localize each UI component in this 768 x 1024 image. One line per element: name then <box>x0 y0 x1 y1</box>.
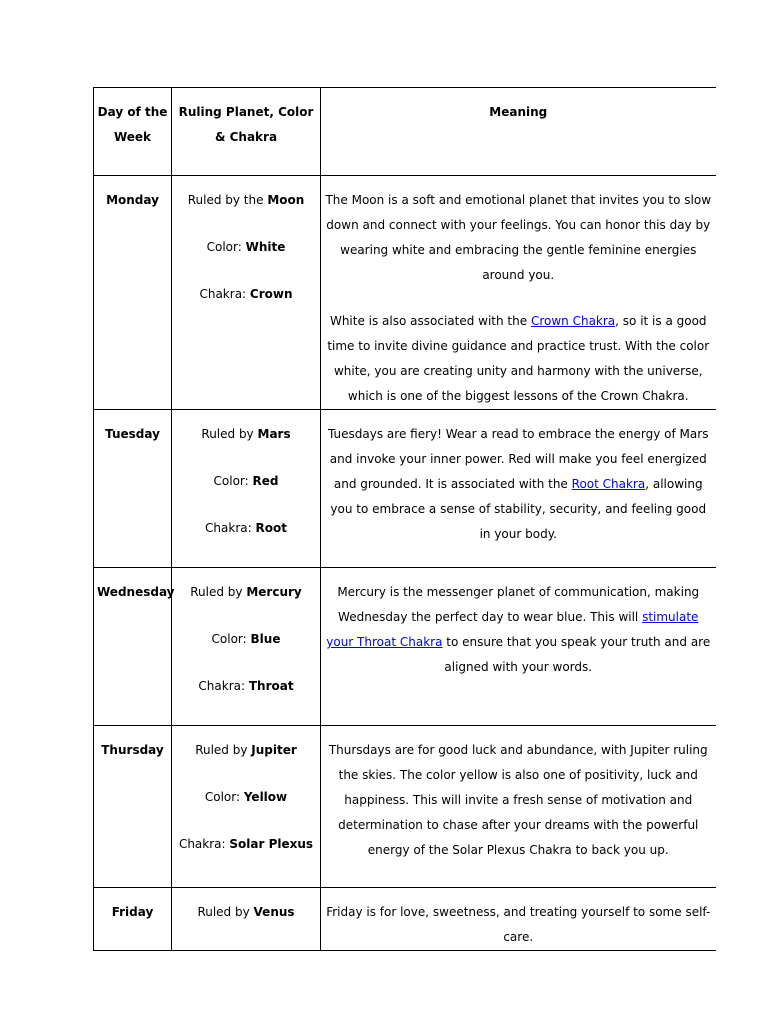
color-prefix: Color: <box>206 240 242 254</box>
planet-cell <box>172 176 321 410</box>
ruled-prefix: Ruled by <box>190 585 243 599</box>
planet-cell <box>172 888 321 951</box>
header-meaning-text: Meaning <box>489 105 548 119</box>
color-prefix: Color: <box>204 790 241 804</box>
ruled-prefix: Ruled by the <box>187 193 264 207</box>
planet-cell <box>172 726 321 888</box>
ruled-line <box>175 738 317 763</box>
day-cell <box>94 410 172 568</box>
planet-name: Jupiter <box>251 743 297 757</box>
chakra-name: Root <box>255 521 287 535</box>
chakra-prefix: Chakra: <box>205 521 252 535</box>
meaning-cell <box>321 176 716 410</box>
chakra-prefix: Chakra: <box>198 679 246 693</box>
day-color-table <box>93 87 716 951</box>
meaning-text: Tuesdays are fiery! Wear a read to embrace the energy of Mars and invoke your inner power. Red will make you feel energized and grounded. It is associated with the <box>328 427 709 491</box>
day-cell <box>94 888 172 951</box>
chakra-prefix: Chakra: <box>199 287 247 301</box>
planet-name: Mercury <box>246 585 302 599</box>
planet-cell <box>172 410 321 568</box>
day-label: Wednesday <box>97 585 175 599</box>
meaning-cell <box>321 568 716 726</box>
meaning-paragraph: The Moon is a soft and emotional planet that invites you to slow down and connect with your feelings. You can honor this day by wearing white and embracing the gentle feminine energies around you. <box>325 193 712 282</box>
meaning-paragraph <box>324 422 713 547</box>
ruled-prefix: Ruled by <box>201 427 254 441</box>
meaning-text: Mercury is the messenger planet of communication, making Wednesday the perfect day to wear blue. This will <box>337 585 700 624</box>
ruled-line <box>175 580 317 605</box>
chakra-line <box>175 282 317 307</box>
chakra-name: Throat <box>248 679 294 693</box>
table-row <box>94 176 716 410</box>
color-line <box>175 627 317 652</box>
chakra-line <box>175 832 317 857</box>
color-line <box>175 785 317 810</box>
day-label: Monday <box>106 193 159 207</box>
table-row <box>94 410 716 568</box>
meaning-cell <box>321 888 716 951</box>
chakra-prefix: Chakra: <box>178 837 226 851</box>
color-prefix: Color: <box>213 474 249 488</box>
meaning-text: , so it is a good time to invite divine guidance and practice trust. With the color white, you are creating unity and harmony with the universe, which is one of the biggest lessons of the Crown Chakra. <box>327 314 710 403</box>
meaning-paragraph <box>324 580 713 680</box>
day-cell <box>94 176 172 410</box>
meaning-cell <box>321 410 716 568</box>
header-day <box>94 88 172 176</box>
color-name: Red <box>252 474 279 488</box>
header-day-text: Day of the Week <box>97 105 168 144</box>
color-name: Blue <box>250 632 281 646</box>
planet-name: Mars <box>257 427 291 441</box>
ruled-line <box>175 422 317 447</box>
throat-chakra-link[interactable]: stimulate your Throat Chakra <box>326 610 699 649</box>
color-line <box>175 235 317 260</box>
chakra-name: Crown <box>249 287 293 301</box>
header-row <box>94 88 716 176</box>
ruled-line <box>175 900 317 925</box>
color-line <box>175 469 317 494</box>
meaning-text: White is also associated with the <box>329 314 531 328</box>
chakra-name: Solar Plexus <box>229 837 314 851</box>
day-cell <box>94 726 172 888</box>
ruled-prefix: Ruled by <box>197 905 250 919</box>
ruled-line <box>175 188 317 213</box>
meaning-cell <box>321 726 716 888</box>
color-prefix: Color: <box>211 632 247 646</box>
chakra-line <box>175 674 317 699</box>
ruled-prefix: Ruled by <box>195 743 248 757</box>
header-planet <box>172 88 321 176</box>
planet-cell <box>172 568 321 726</box>
chakra-line <box>175 516 317 541</box>
meaning-paragraph <box>324 309 713 409</box>
root-chakra-link[interactable]: Root Chakra <box>571 477 646 491</box>
meaning-paragraph: Thursdays are for good luck and abundance, with Jupiter ruling the skies. The color yellow is also one of positivity, luck and happiness. This will invite a fresh sense of motivation and determination to chase after your dreams with the powerful energy of the Solar Plexus Chakra to back you up. <box>328 743 708 857</box>
meaning-paragraph: Friday is for love, sweetness, and treating yourself to some self-care. <box>326 905 711 944</box>
color-name: Yellow <box>243 790 288 804</box>
header-planet-text: Ruling Planet, Color & Chakra <box>178 105 314 144</box>
crown-chakra-link[interactable]: Crown Chakra <box>530 314 616 328</box>
table-row <box>94 888 716 951</box>
color-name: White <box>245 240 286 254</box>
day-label: Friday <box>111 905 154 919</box>
planet-name: Venus <box>253 905 295 919</box>
meaning-text: , allowing you to embrace a sense of stability, security, and feeling good in your body. <box>330 477 707 541</box>
day-label: Tuesday <box>105 427 160 441</box>
meaning-text: to ensure that you speak your truth and are aligned with your words. <box>442 635 711 674</box>
planet-name: Moon <box>267 193 305 207</box>
day-label: Thursday <box>101 743 164 757</box>
day-cell <box>94 568 175 726</box>
header-meaning <box>321 88 716 176</box>
table-row <box>94 726 716 888</box>
table-row <box>94 568 716 726</box>
